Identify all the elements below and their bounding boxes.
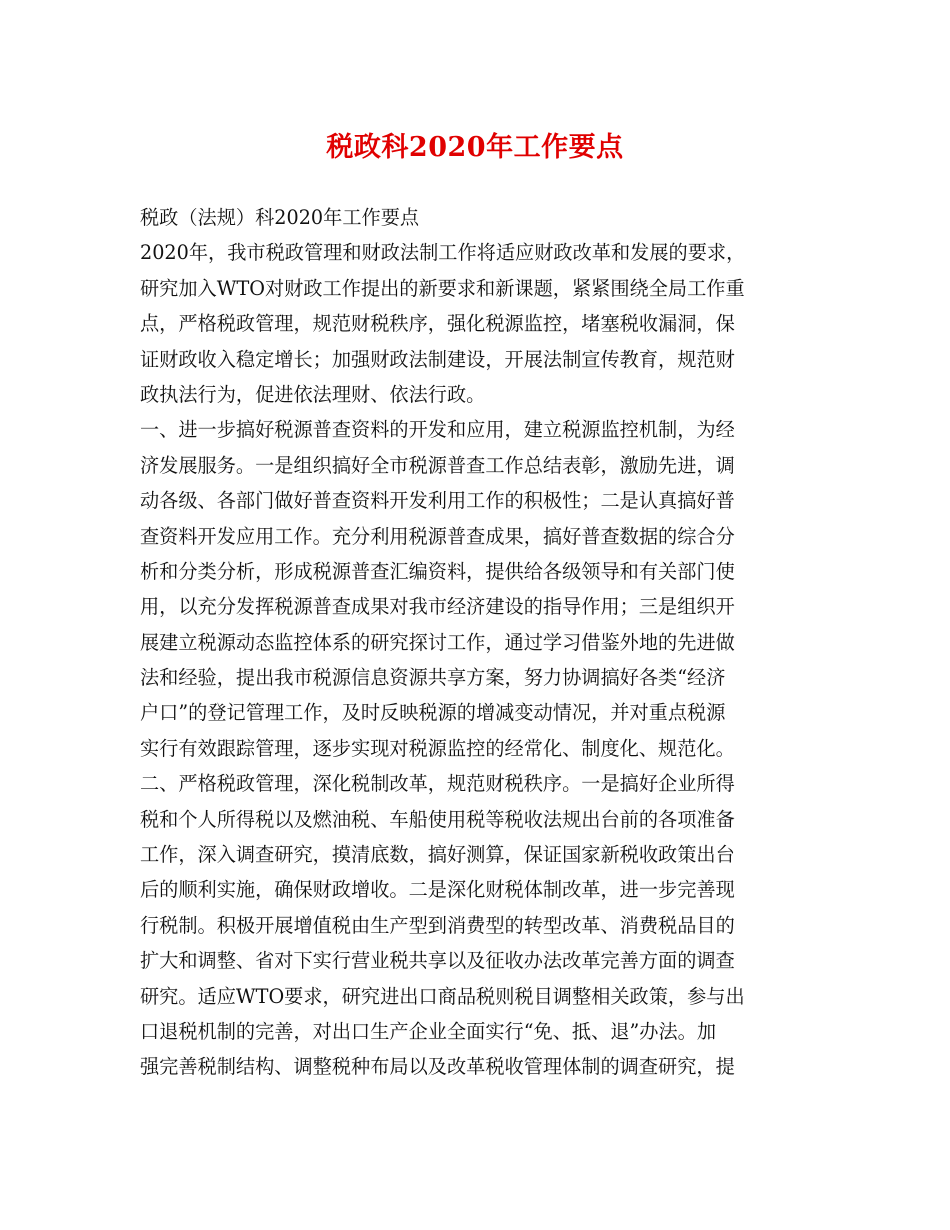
text-line: 一、进一步搞好税源普查资料的开发和应用，建立税源监控机制，为经: [140, 418, 735, 442]
text-line: 研究。适应WTO要求，研究进出口商品税则税目调整相关政策，参与出: [140, 984, 745, 1008]
text-line: 2020年，我市税政管理和财政法制工作将适应财政改革和发展的要求，: [140, 241, 746, 265]
text-line: 查资料开发应用工作。充分利用税源普查成果，搞好普查数据的综合分: [140, 524, 735, 548]
text-line: 税和个人所得税以及燃油税、车船使用税等税收法规出台前的各项准备: [140, 807, 735, 831]
text-line: 证财政收入稳定增长；加强财政法制建设，开展法制宣传教育，规范财: [140, 347, 735, 371]
text-line: 法和经验，提出我市税源信息资源共享方案，努力协调搞好各类“经济: [140, 666, 726, 690]
text-line: 行税制。积极开展增值税由生产型到消费型的转型改革、消费税品目的: [140, 913, 735, 937]
text-line: 后的顺利实施，确保财政增收。二是深化财税体制改革，进一步完善现: [140, 878, 735, 902]
text-line: 析和分类分析，形成税源普查汇编资料，提供给各级领导和有关部门使: [140, 559, 735, 583]
text-line: 政执法行为，促进依法理财、依法行政。: [140, 382, 486, 406]
text-line: 实行有效跟踪管理，逐步实现对税源监控的经常化、制度化、规范化。: [140, 736, 735, 760]
text-line: 动各级、各部门做好普查资料开发利用工作的积极性；二是认真搞好普: [140, 489, 735, 513]
text-line: 扩大和调整、省对下实行营业税共享以及征收办法改革完善方面的调查: [140, 949, 735, 973]
text-line: 展建立税源动态监控体系的研究探讨工作，通过学习借鉴外地的先进做: [140, 630, 735, 654]
text-line: 二、严格税政管理，深化税制改革，规范财税秩序。一是搞好企业所得: [140, 772, 735, 796]
text-line: 济发展服务。一是组织搞好全市税源普查工作总结表彰，激励先进，调: [140, 453, 735, 477]
text-line: 口退税机制的完善，对出口生产企业全面实行“免、抵、退”办法。加: [140, 1019, 717, 1043]
text-line-subtitle: 税政（法规）科2020年工作要点: [140, 206, 420, 229]
text-line: 工作，深入调查研究，摸清底数，搞好测算，保证国家新税收政策出台: [140, 843, 735, 867]
text-line: 研究加入WTO对财政工作提出的新要求和新课题，紧紧围绕全局工作重: [140, 276, 745, 300]
text-line: 强完善税制结构、调整税种布局以及改革税收管理体制的调查研究，提: [140, 1055, 735, 1079]
document-body: [140, 200, 820, 1085]
document-title: 税政科2020年工作要点: [326, 132, 624, 163]
text-line: 户口”的登记管理工作，及时反映税源的增减变动情况，并对重点税源: [140, 701, 726, 725]
text-line: 用，以充分发挥税源普查成果对我市经济建设的指导作用；三是组织开: [140, 595, 735, 619]
text-line: 点，严格税政管理，规范财税秩序，强化税源监控，堵塞税收漏洞，保: [140, 312, 735, 336]
